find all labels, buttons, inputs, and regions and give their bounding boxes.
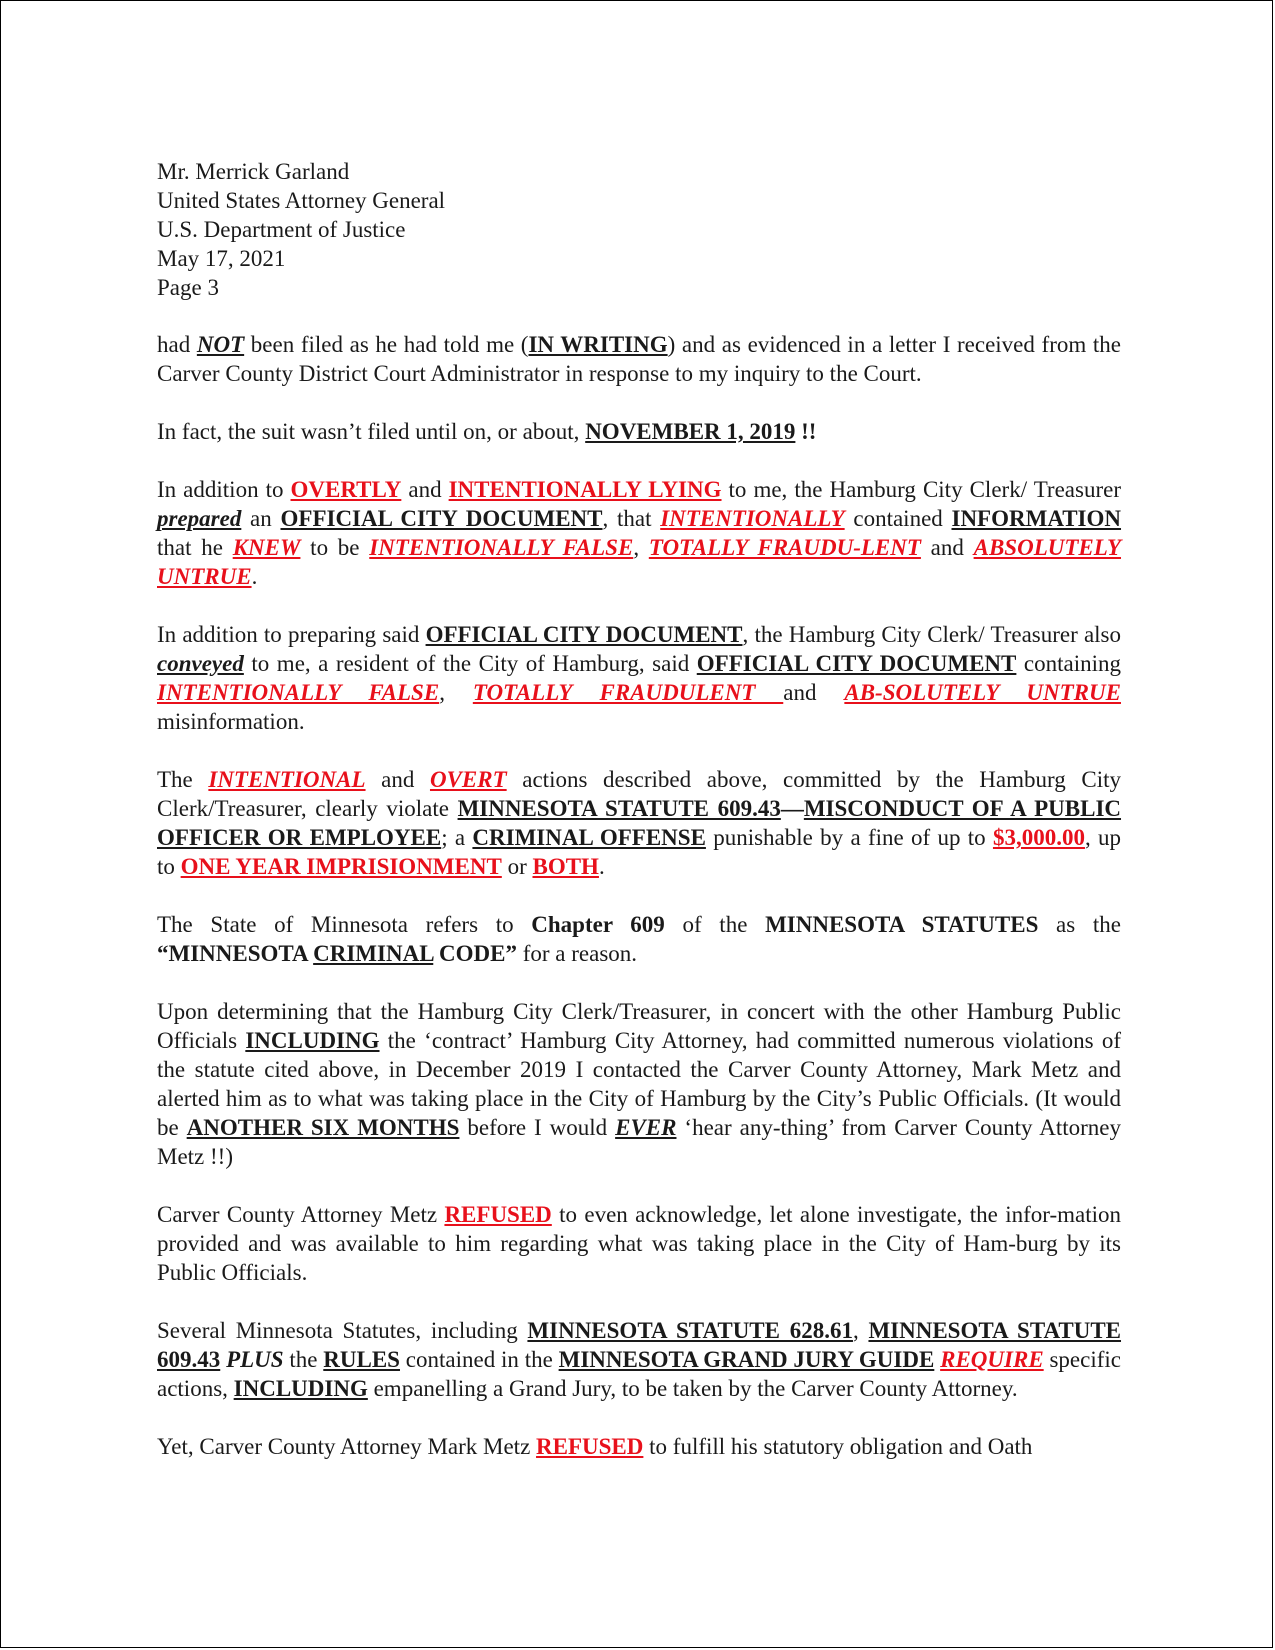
text-run: and bbox=[920, 535, 974, 560]
emphasized-text: INCLUDING bbox=[233, 1376, 368, 1401]
text-run: . bbox=[251, 564, 258, 589]
text-run: or bbox=[501, 854, 533, 879]
emphasized-text: OFFICIAL CITY DOCUMENT bbox=[696, 651, 1017, 676]
text-run: for a reason. bbox=[516, 941, 638, 966]
text-run: Carver County Attorney Metz bbox=[157, 1202, 445, 1227]
emphasized-text: CRIMINAL OFFENSE bbox=[472, 825, 706, 850]
text-run: Several Minnesota Statutes, including bbox=[157, 1318, 528, 1343]
text-run: the bbox=[283, 1347, 324, 1372]
text-run: ) and as evidenced in a letter I received from the Carver County District Court Administrator in response to my inquiry to the Court. bbox=[157, 332, 1121, 386]
text-run: contained bbox=[844, 506, 952, 531]
emphasized-text: INFORMATION bbox=[951, 506, 1122, 531]
paragraph-10 bbox=[157, 1432, 1121, 1461]
text-run: as the bbox=[1038, 912, 1121, 937]
emphasized-text: REFUSED bbox=[536, 1434, 644, 1459]
text-run: Yet, Carver County Attorney Mark Metz bbox=[157, 1434, 537, 1459]
emphasized-text: MINNESOTA STATUTES bbox=[765, 912, 1039, 937]
emphasized-text: REFUSED bbox=[444, 1202, 552, 1227]
emphasized-text: INCLUDING bbox=[245, 1028, 380, 1053]
emphasized-text: MINNESOTA STATUTE 609.43 bbox=[457, 796, 781, 821]
letter-paragraphs bbox=[157, 330, 1121, 1461]
emphasized-text: NOT bbox=[196, 332, 245, 357]
emphasized-text: INTENTIONALLY bbox=[660, 506, 845, 531]
emphasized-text: MINNESOTA GRAND JURY GUIDE bbox=[558, 1347, 935, 1372]
emphasized-text: CODE” bbox=[433, 941, 517, 966]
emphasized-text: EVER bbox=[615, 1115, 677, 1140]
text-run: that he bbox=[157, 535, 233, 560]
letter-body bbox=[157, 157, 1121, 1490]
text-run: The bbox=[157, 767, 209, 792]
text-run: , that bbox=[602, 506, 661, 531]
emphasized-text: !! bbox=[795, 419, 817, 444]
text-run: had bbox=[157, 332, 197, 357]
emphasized-text: INTENTIONALLY FALSE bbox=[369, 535, 634, 560]
paragraph-4 bbox=[157, 620, 1121, 736]
text-run: misinformation. bbox=[157, 709, 305, 734]
text-run: of the bbox=[664, 912, 766, 937]
emphasized-text: — bbox=[780, 796, 804, 821]
paragraph-6 bbox=[157, 910, 1121, 968]
text-run: to be bbox=[300, 535, 370, 560]
text-run: an bbox=[241, 506, 281, 531]
emphasized-text: TOTALLY FRAUDU-LENT bbox=[648, 535, 921, 560]
emphasized-text: INTENTIONALLY FALSE bbox=[157, 680, 440, 705]
letter-header bbox=[157, 157, 1121, 302]
emphasized-text: OVERTLY bbox=[290, 477, 402, 502]
text-run: , bbox=[633, 535, 649, 560]
text-run: before I would bbox=[459, 1115, 616, 1140]
text-run: specific actions, bbox=[157, 1347, 1121, 1401]
paragraph-2 bbox=[157, 417, 1121, 446]
paragraph-9 bbox=[157, 1316, 1121, 1403]
emphasized-text: IN WRITING bbox=[528, 332, 668, 357]
emphasized-text: NOVEMBER 1, 2019 bbox=[585, 419, 796, 444]
text-run: contained in the bbox=[399, 1347, 559, 1372]
text-run: to me, a resident of the City of Hamburg, said bbox=[243, 651, 697, 676]
text-run: and bbox=[783, 680, 845, 705]
paragraph-3 bbox=[157, 475, 1121, 591]
recipient-organization: U.S. Department of Justice bbox=[157, 217, 406, 242]
paragraph-1 bbox=[157, 330, 1121, 388]
text-run: In fact, the suit wasn’t filed until on, or about, bbox=[157, 419, 586, 444]
emphasized-text: BOTH bbox=[532, 854, 599, 879]
text-run: to even acknowledge, let alone investigate, the infor-mation provided and was available to him regarding what was taking place in the City of Ham-burg by its Public Officials. bbox=[157, 1202, 1121, 1285]
paragraph-7 bbox=[157, 997, 1121, 1171]
emphasized-text: “MINNESOTA bbox=[157, 941, 314, 966]
text-run: empanelling a Grand Jury, to be taken by the Carver County Attorney. bbox=[367, 1376, 1018, 1401]
text-run: , bbox=[852, 1318, 869, 1343]
text-run: . bbox=[598, 854, 605, 879]
emphasized-text: OFFICIAL CITY DOCUMENT bbox=[280, 506, 603, 531]
letter-date: May 17, 2021 bbox=[157, 246, 286, 271]
text-run: punishable by a fine of up to bbox=[705, 825, 993, 850]
text-run: In addition to bbox=[157, 477, 291, 502]
text-run: and bbox=[401, 477, 449, 502]
text-run: , up to bbox=[157, 825, 1121, 879]
emphasized-text: ABSOLUTELY UNTRUE bbox=[157, 535, 1121, 589]
emphasized-text: OFFICIAL CITY DOCUMENT bbox=[425, 622, 743, 647]
paragraph-5 bbox=[157, 765, 1121, 881]
emphasized-text: PLUS bbox=[226, 1347, 284, 1372]
emphasized-text: REQUIRE bbox=[940, 1347, 1044, 1372]
emphasized-text: AB-SOLUTELY UNTRUE bbox=[844, 680, 1121, 705]
emphasized-text: $3,000.00 bbox=[992, 825, 1085, 850]
text-run: ‘hear any-thing’ from Carver County Attorney Metz !!) bbox=[157, 1115, 1121, 1169]
page-number: Page 3 bbox=[157, 275, 219, 300]
text-run: Upon determining that the Hamburg City Clerk/Treasurer, in concert with the other Hamburg Public Officials bbox=[157, 999, 1121, 1053]
emphasized-text: ANOTHER SIX MONTHS bbox=[186, 1115, 460, 1140]
emphasized-text: MISCONDUCT OF A PUBLIC OFFICER OR EMPLOYEE bbox=[157, 796, 1122, 850]
emphasized-text: RULES bbox=[323, 1347, 400, 1372]
emphasized-text: ONE YEAR IMPRISIONMENT bbox=[180, 854, 502, 879]
recipient-title: United States Attorney General bbox=[157, 188, 446, 213]
emphasized-text: MINNESOTA STATUTE 628.61 bbox=[527, 1318, 853, 1343]
text-run: The State of Minnesota refers to bbox=[157, 912, 532, 937]
text-run: , bbox=[439, 680, 473, 705]
text-run: to me, the Hamburg City Clerk/ Treasurer bbox=[721, 477, 1121, 502]
recipient-name: Mr. Merrick Garland bbox=[157, 159, 350, 184]
emphasized-text: INTENTIONALLY LYING bbox=[448, 477, 722, 502]
emphasized-text: conveyed bbox=[157, 651, 244, 676]
text-run: and bbox=[365, 767, 430, 792]
emphasized-text: KNEW bbox=[232, 535, 301, 560]
text-run: actions described above, committed by the Hamburg City Clerk/Treasurer, clearly violate bbox=[157, 767, 1121, 821]
emphasized-text: MINNESOTA STATUTE 609.43 bbox=[157, 1318, 1122, 1372]
emphasized-text: Chapter 609 bbox=[531, 912, 665, 937]
text-run: containing bbox=[1016, 651, 1121, 676]
text-run: , the Hamburg City Clerk/ Treasurer also bbox=[742, 622, 1122, 647]
paragraph-8 bbox=[157, 1200, 1121, 1287]
emphasized-text: OVERT bbox=[429, 767, 507, 792]
text-run: the ‘contract’ Hamburg City Attorney, had committed numerous violations of the statute cited above, in December 2019 I contacted the Carver County Attorney, Mark Metz and alerted him as to what was taking place in the City of Hamburg by the City’s Public Officials. (It would be bbox=[157, 1028, 1121, 1140]
text-run: ; a bbox=[441, 825, 473, 850]
text-run: been filed as he had told me ( bbox=[244, 332, 529, 357]
emphasized-text: CRIMINAL bbox=[313, 941, 434, 966]
text-run: In addition to preparing said bbox=[157, 622, 426, 647]
emphasized-text: INTENTIONAL bbox=[208, 767, 366, 792]
emphasized-text: TOTALLY FRAUDULENT bbox=[472, 680, 784, 705]
emphasized-text: prepared bbox=[157, 506, 242, 531]
text-run: to fulfill his statutory obligation and Oath bbox=[643, 1434, 1033, 1459]
